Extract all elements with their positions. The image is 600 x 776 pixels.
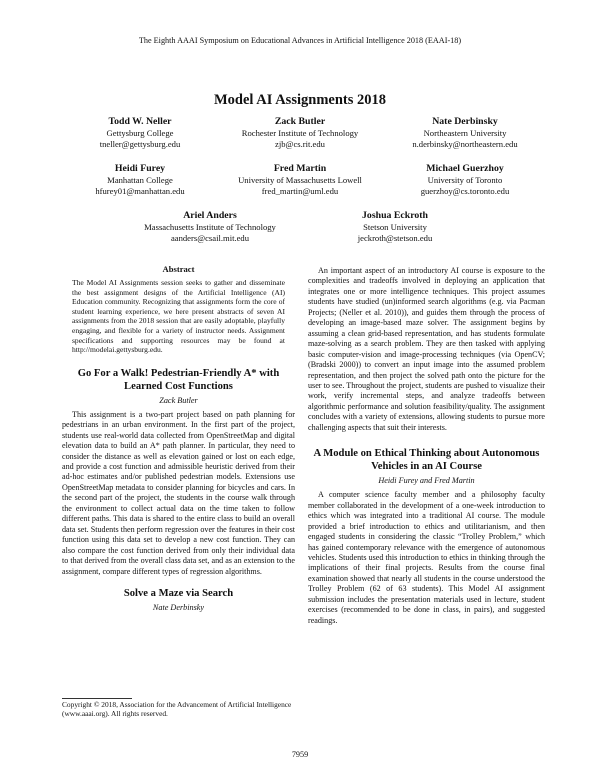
- author-block: [320, 210, 470, 243]
- author-affiliation: Stetson University: [363, 222, 427, 232]
- left-column: [62, 264, 295, 612]
- author-name: Ariel Anders: [183, 210, 237, 221]
- author-affiliation: Manhattan College: [107, 175, 173, 185]
- author-name: Zack Butler: [274, 116, 326, 127]
- section-authors: Heidi Furey and Fred Martin: [378, 476, 475, 486]
- author-name: Joshua Eckroth: [362, 210, 428, 221]
- author-name: Todd W. Neller: [108, 116, 172, 127]
- right-column: [308, 266, 545, 626]
- author-block: [200, 116, 400, 149]
- paper-title: Model AI Assignments 2018: [213, 92, 386, 108]
- author-email: guerzhoy@cs.toronto.edu: [420, 185, 510, 196]
- author-affiliation: University of Massachusetts Lowell: [238, 175, 362, 185]
- author-email: jeckroth@stetson.edu: [357, 232, 433, 243]
- author-name: Michael Guerzhoy: [426, 163, 504, 174]
- section-title: A Module on Ethical Thinking about Autonomous Vehicles in an AI Course: [313, 448, 540, 473]
- section-title: Solve a Maze via Search: [123, 588, 234, 599]
- author-block: [70, 163, 210, 196]
- author-affiliation: Massachusetts Institute of Technology: [144, 222, 276, 232]
- author-email: fred_martin@uml.edu: [261, 185, 339, 196]
- author-name: Heidi Furey: [114, 163, 166, 174]
- conference-header: The Eighth AAAI Symposium on Educational Advances in Artificial Intelligence 2018 (EAAI-18): [138, 36, 462, 45]
- author-block: [70, 116, 210, 149]
- copyright-notice: Copyright © 2018, Association for the Advancement of Artificial Intelligence (www.aaai.org). All rights reserved.: [62, 700, 292, 719]
- author-affiliation: Rochester Institute of Technology: [241, 128, 359, 138]
- author-block: [385, 163, 545, 196]
- section-authors: Zack Butler: [159, 395, 198, 405]
- section-authors: Nate Derbinsky: [152, 603, 205, 612]
- author-affiliation: University of Toronto: [427, 175, 503, 185]
- abstract-heading: Abstract: [162, 264, 195, 274]
- section-body: A computer science faculty member and a philosophy faculty member collaborated in the development of a one-week introduction to ethics which was integrated into a traditional AI course. The module provided a brief introduction to ethics and utilitarianism, and then engaged students in considering the classic “Trolley Problem,” which has gained contemporary relevance with the emergence of autonomous vehicles. Students used this introduction to ethics in thinking through the implications of their final projects. Results from the course final examination showed that nearly all students in the course understood the Trolley Problem (62 of 63 students). This Model AI assignment submission includes the presentation materials used in lecture, student exercises (recommended to be done in class, in pairs), and suggested readings.: [308, 490, 545, 625]
- author-block: [200, 163, 400, 196]
- section-body: This assignment is a two-part project based on path planning for pedestrians in an urban environment. In the first part of the project, students use real-world data collected from OpenStreetMap and digital elevation data to build an A* path planner. In particular, they need to consider the distance as well as elevation gained or lost on each edge, and provide a cost function and admissible heuristic derived from their ad-hoc estimates and/or published pedestrian models. Extensions use OpenStreetMap metadata to consider planning for bicycles and cars. In the second part of the project, the students in the course walk through the environment to collect actual data on the time taken to follow different paths. This data is shared to the entire class to build an overall data set. Students then perform regression over the features in their cost function using this data set to develop a new cost function. They can also compare the cost function derived from only their individual data to that derived from the overall class data set, and as an extension to the assignment, compare different types of regression algorithms.: [62, 409, 295, 576]
- author-email: hfurey01@manhattan.edu: [95, 185, 185, 196]
- author-email: aanders@csail.mit.edu: [170, 232, 250, 243]
- author-email: tneller@gettysburg.edu: [99, 138, 181, 149]
- author-email: n.derbinsky@northeastern.edu: [412, 138, 518, 149]
- author-affiliation: Gettysburg College: [106, 128, 174, 138]
- author-name: Fred Martin: [273, 163, 327, 174]
- author-affiliation: Northeastern University: [423, 128, 507, 138]
- footnote-rule: [62, 698, 132, 699]
- page-number: 7959: [291, 750, 309, 759]
- section-title: Go For a Walk! Pedestrian-Friendly A* with Learned Cost Functions: [77, 367, 280, 392]
- author-email: zjb@cs.rit.edu: [275, 138, 325, 149]
- abstract-text: The Model AI Assignments session seeks to gather and disseminate the best assignment designs of the Artificial Intelligence (AI) Education community. Recognizing that assignments form the core of student learning experience, we here present abstracts of seven AI assignments from the 2018 session that are easily adoptable, playfully engaging, and flexible for a variety of instructor needs. Assignment specifications and supporting resources may be found at http://modelai.gettysburg.edu.: [72, 278, 285, 355]
- author-block: [115, 210, 305, 243]
- section-body: An important aspect of an introductory AI course is exposure to the complexities and tradeoffs involved in deploying an application that integrates one or more intelligence techniques. This project assumes students have studied (un)informed search algorithms (e.g. via Pacman Projects; (Neller et al. 2010)), and guides them through the process of developing an image-based maze solver. The assignment begins by assuming a clean grid-based representation, and has students formulate maze-solving as a search problem. They are then tasked with applying basic computer-vision and image-processing techniques (via OpenCV; (Bradski 2000)) to convert an input image into the assumed problem representation, and then project the solved path onto the picture for the user to see. Throughout the project, students are pushed to visualize their work, verify incremental steps, and analyze tradeoffs between algorithmic performance and solution feasibility/quality. The assignment concludes with a variety of extensions, allowing students to pursue more challenging aspects that suit their interests.: [308, 266, 545, 432]
- author-block: [385, 116, 545, 149]
- author-name: Nate Derbinsky: [432, 116, 498, 127]
